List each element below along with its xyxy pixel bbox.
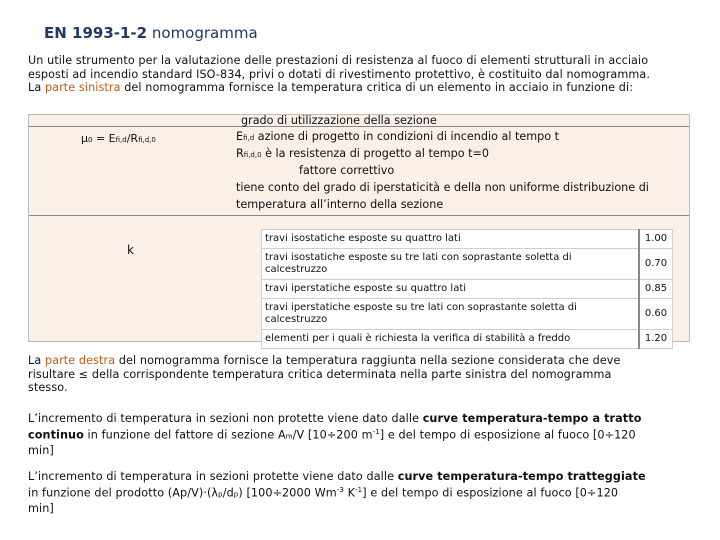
title-code: EN 1993-1-2 bbox=[44, 24, 148, 42]
table-row: travi iperstatiche esposte su quattro lati 0.85 bbox=[262, 280, 673, 299]
table-row: travi isostatiche esposte su quattro lati 1.00 bbox=[262, 230, 673, 249]
parameters-table bbox=[28, 114, 690, 342]
factor-line2: temperatura all’interno della sezione bbox=[236, 198, 444, 211]
table-row: elementi per i quali è richiesta la verifica di stabilità a freddo 1.20 bbox=[262, 330, 673, 349]
e-definition: Efi,d azione di progetto in condizioni di incendio al tempo t bbox=[236, 130, 560, 143]
factor-line1: tiene conto del grado di iperstaticità e della non uniforme distribuzione di bbox=[236, 181, 649, 194]
intro-paragraph: Un utile strumento per la valutazione delle prestazioni di resistenza al fuoco di elementi strutturali in acciaio esposti ad incendio standard ISO-834, privi o dotati di rivestimento protettivo, è costituito dal nomogramma. La parte sinistra del nomogramma fornisce la temperatura critica di un elemento in acciaio in funzione di: bbox=[28, 54, 650, 94]
mu-label: μ0 = Efi,d/Rfi,d,0 bbox=[81, 132, 156, 145]
table-row: travi iperstatiche esposte su tre lati con soprastante soletta di calcestruzzo 0.60 bbox=[262, 299, 673, 330]
k-label: k bbox=[127, 243, 134, 257]
page-title bbox=[44, 24, 258, 42]
table-row: travi isostatiche esposte su tre lati con soprastante soletta di calcestruzzo 0.70 bbox=[262, 249, 673, 280]
right-part-paragraph: La parte destra del nomogramma fornisce la temperatura raggiunta nella sezione considerata che deve risultare ≤ della corrispondente temperatura critica determinata nella parte sinistra del nomogramma stesso. bbox=[28, 354, 621, 394]
unprotected-paragraph: L’incremento di temperatura in sezioni non protette viene dato dalle curve temperatura-tempo a tratto continuo in funzione del fattore di sezione Am/V [10÷200 $m^{-1}$] e del tempo di esposizione al fuoco [0÷120 min] bbox=[28, 412, 642, 457]
protected-paragraph: L’incremento di temperatura in sezioni protette viene dato dalle curve temperatura-tempo tratteggiate in funzione del prodotto (Ap/V)·(λp/dp) [100÷2000 $Wm^{-3}$ $K^{-1}$] e del tempo di esposizione al fuoco [0÷120 min] bbox=[28, 470, 646, 515]
title-word: nomogramma bbox=[151, 24, 258, 42]
grade-title: grado di utilizzazione della sezione bbox=[241, 114, 437, 127]
factor-title: fattore correttivo bbox=[299, 164, 395, 177]
k-values-table bbox=[261, 229, 673, 349]
r-definition: Rfi,d,0 è la resistenza di progetto al tempo t=0 bbox=[236, 147, 489, 160]
